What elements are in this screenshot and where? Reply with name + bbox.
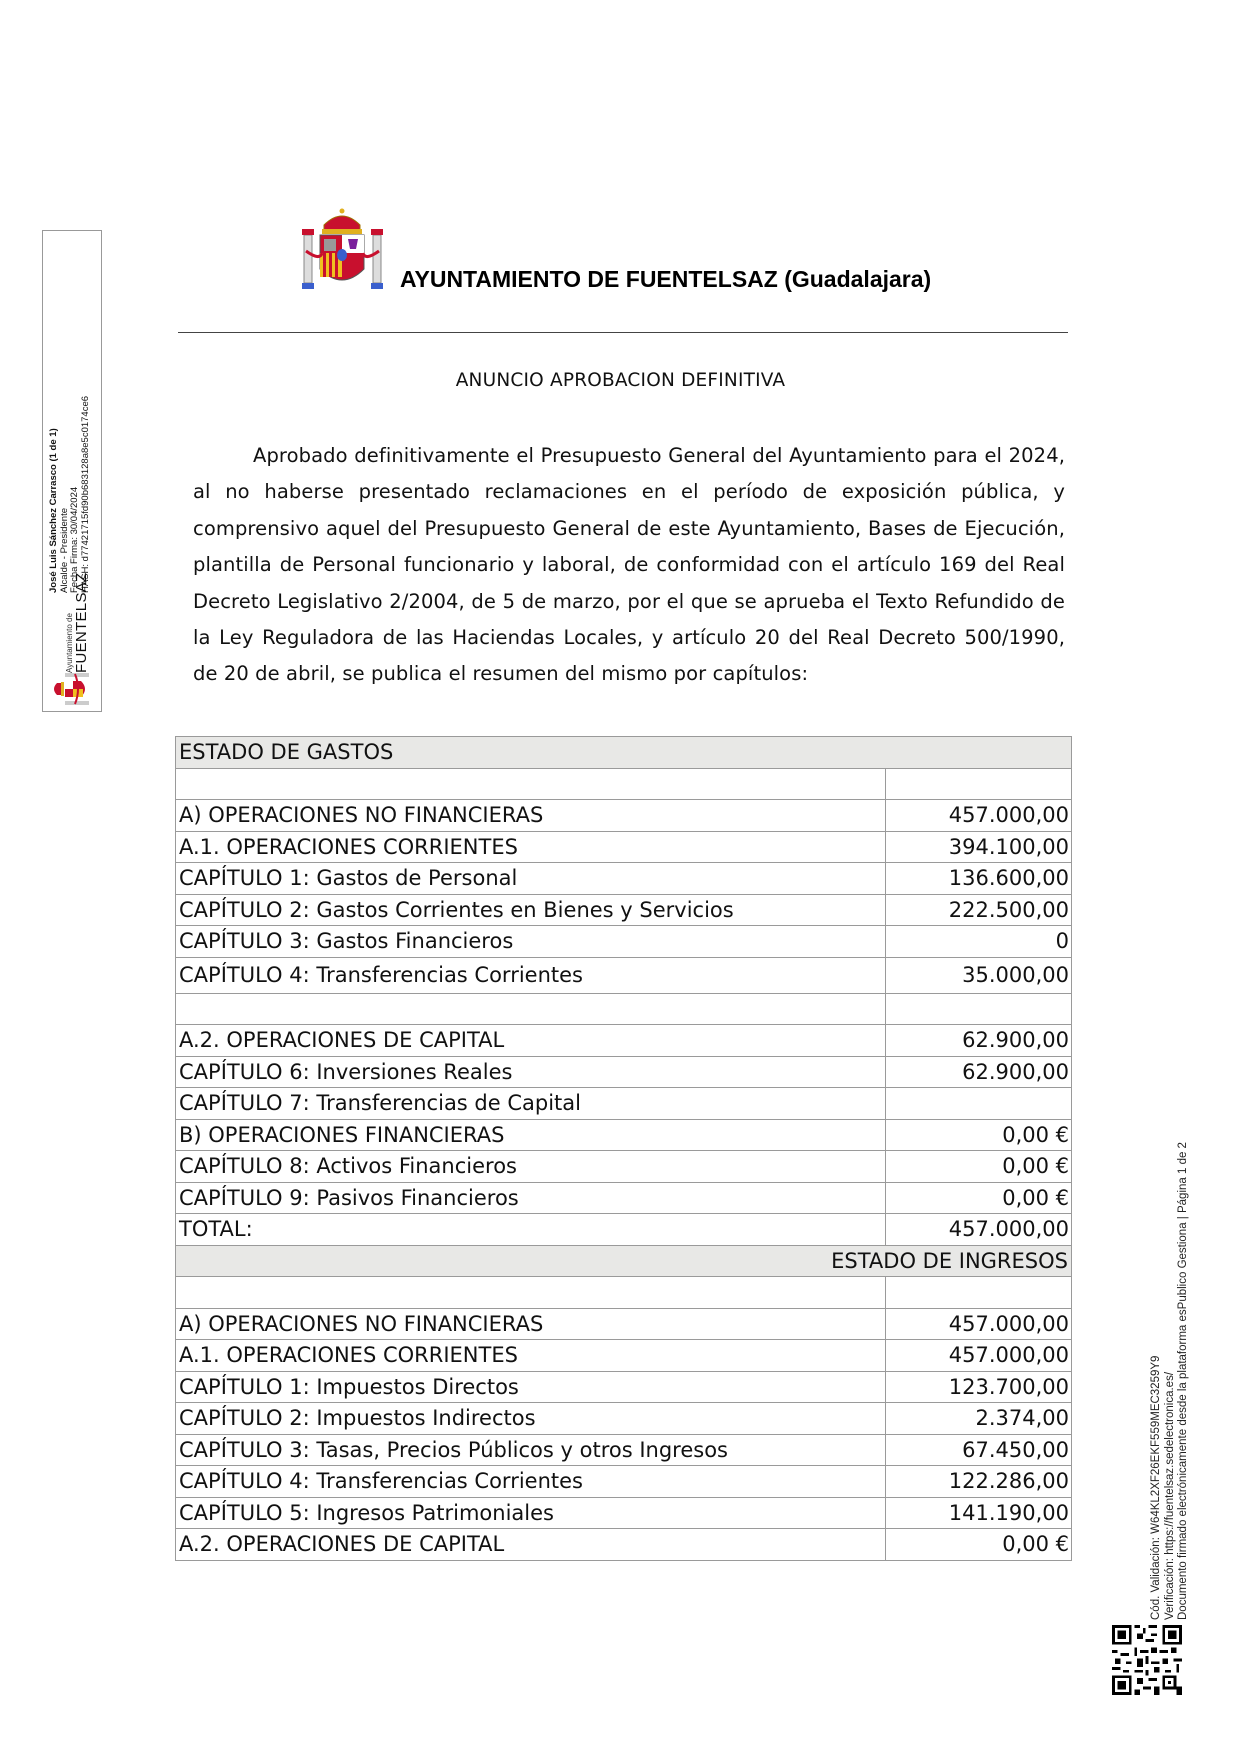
signer-name: José Luis Sánchez Carrasco (1 de 1) <box>48 428 59 593</box>
table-row <box>176 1529 1072 1561</box>
table-section-header <box>176 1245 1072 1277</box>
table-row <box>176 894 1072 926</box>
row-label: CAPÍTULO 3: Tasas, Precios Públicos y otros Ingresos <box>176 1434 886 1466</box>
row-value: 457.000,00 <box>886 1308 1072 1340</box>
table-row <box>176 957 1072 993</box>
table-row <box>176 1119 1072 1151</box>
header-divider <box>178 332 1068 333</box>
row-label: CAPÍTULO 1: Gastos de Personal <box>176 863 886 895</box>
row-value <box>886 993 1072 1025</box>
table-row <box>176 1056 1072 1088</box>
table-row <box>176 926 1072 958</box>
row-value: 0 <box>886 926 1072 958</box>
row-value <box>886 1088 1072 1120</box>
row-value <box>886 1277 1072 1309</box>
validation-footer <box>1150 1080 1200 1620</box>
row-value: 0,00 € <box>886 1151 1072 1183</box>
row-value: 457.000,00 <box>886 1214 1072 1246</box>
row-label: B) OPERACIONES FINANCIERAS <box>176 1119 886 1151</box>
announcement-paragraph: Aprobado definitivamente el Presupuesto General del Ayuntamiento para el 2024, al no haberse presentado reclamaciones en el período de exposición pública, y comprensivo aquel del Presupuesto General de este Ayuntamiento, Bases de Ejecución, plantilla de Personal funcionario y laboral, de conformidad con el artículo 169 del Real Decreto Legislativo 2/2004, de 5 de marzo, por el que se aprueba el Texto Refundido de la Ley Reguladora de las Haciendas Locales, y artículo 20 del Real Decreto 500/1990, de 20 de abril, se publica el resumen del mismo por capítulos: <box>193 444 1065 686</box>
signed-platform-note: Documento firmado electrónicamente desde la plataforma esPublico Gestiona | Página 1 de 2 <box>1177 1142 1189 1620</box>
row-label: CAPÍTULO 2: Impuestos Indirectos <box>176 1403 886 1435</box>
table-row <box>176 1340 1072 1372</box>
row-label: CAPÍTULO 3: Gastos Financieros <box>176 926 886 958</box>
table-row-total <box>176 1214 1072 1246</box>
table-row <box>176 863 1072 895</box>
row-label: A.1. OPERACIONES CORRIENTES <box>176 1340 886 1372</box>
row-label: A.1. OPERACIONES CORRIENTES <box>176 831 886 863</box>
row-value: 0,00 € <box>886 1119 1072 1151</box>
qr-code-icon <box>1112 1625 1182 1695</box>
row-label <box>176 768 886 800</box>
table-row <box>176 1151 1072 1183</box>
row-value: 0,00 € <box>886 1529 1072 1561</box>
validation-code: Cód. Validación: W64KL2XF26EKF559MEC3259Y9 <box>1150 1355 1162 1620</box>
row-label: CAPÍTULO 2: Gastos Corrientes en Bienes y Servicios <box>176 894 886 926</box>
table-row <box>176 1371 1072 1403</box>
table-row <box>176 768 1072 800</box>
table-row <box>176 831 1072 863</box>
row-label: A) OPERACIONES NO FINANCIERAS <box>176 1308 886 1340</box>
row-label: CAPÍTULO 1: Impuestos Directos <box>176 1371 886 1403</box>
row-value: 122.286,00 <box>886 1466 1072 1498</box>
row-value: 136.600,00 <box>886 863 1072 895</box>
signature-date: Fecha Firma: 30/04/2024 <box>69 486 80 593</box>
table-row <box>176 1277 1072 1309</box>
table-row <box>176 1025 1072 1057</box>
organization-title: AYUNTAMIENTO DE FUENTELSAZ (Guadalajara) <box>400 266 932 292</box>
row-value: 123.700,00 <box>886 1371 1072 1403</box>
signature-details <box>49 396 91 593</box>
row-value: 394.100,00 <box>886 831 1072 863</box>
row-value: 457.000,00 <box>886 800 1072 832</box>
table-row <box>176 800 1072 832</box>
row-value: 222.500,00 <box>886 894 1072 926</box>
row-label: CAPÍTULO 6: Inversiones Reales <box>176 1056 886 1088</box>
section-ingresos-header: ESTADO DE INGRESOS <box>176 1245 1072 1277</box>
table-row <box>176 1403 1072 1435</box>
row-label: A.2. OPERACIONES DE CAPITAL <box>176 1025 886 1057</box>
table-row <box>176 1434 1072 1466</box>
row-value: 457.000,00 <box>886 1340 1072 1372</box>
row-label: CAPÍTULO 4: Transferencias Corrientes <box>176 1466 886 1498</box>
row-label: TOTAL: <box>176 1214 886 1246</box>
signature-hash: HASH: d77421715fd90b683128a8e5c0174ce6 <box>79 395 91 593</box>
signer-role: Alcalde - Presidente <box>58 507 70 593</box>
table-row <box>176 1497 1072 1529</box>
row-label <box>176 1277 886 1309</box>
row-label: CAPÍTULO 9: Pasivos Financieros <box>176 1182 886 1214</box>
row-value: 141.190,00 <box>886 1497 1072 1529</box>
verification-url[interactable]: Verificación: https://fuentelsaz.sedelectronica.es/ <box>1163 1371 1176 1620</box>
row-label: A.2. OPERACIONES DE CAPITAL <box>176 1529 886 1561</box>
row-label: CAPÍTULO 5: Ingresos Patrimoniales <box>176 1497 886 1529</box>
row-label <box>176 993 886 1025</box>
coat-of-arms-icon <box>51 671 95 707</box>
signature-stamp <box>42 230 102 712</box>
section-gastos-header: ESTADO DE GASTOS <box>176 737 1072 769</box>
table-row <box>176 1466 1072 1498</box>
org-small-label: Ayuntamiento de <box>65 613 74 673</box>
table-section-header <box>176 737 1072 769</box>
table-row <box>176 1088 1072 1120</box>
org-big-label: FUENTELSAZ <box>73 572 90 673</box>
row-value: 62.900,00 <box>886 1056 1072 1088</box>
row-value: 2.374,00 <box>886 1403 1072 1435</box>
row-label: CAPÍTULO 8: Activos Financieros <box>176 1151 886 1183</box>
row-value <box>886 768 1072 800</box>
table-row <box>176 1182 1072 1214</box>
row-value: 62.900,00 <box>886 1025 1072 1057</box>
row-label: A) OPERACIONES NO FINANCIERAS <box>176 800 886 832</box>
document-title: ANUNCIO APROBACION DEFINITIVA <box>455 370 786 391</box>
row-label: CAPÍTULO 4: Transferencias Corrientes <box>176 957 886 993</box>
budget-table <box>175 736 1072 1561</box>
table-row <box>176 1308 1072 1340</box>
row-value: 67.450,00 <box>886 1434 1072 1466</box>
row-value: 0,00 € <box>886 1182 1072 1214</box>
coat-of-arms-icon <box>300 207 385 292</box>
row-value: 35.000,00 <box>886 957 1072 993</box>
table-row <box>176 993 1072 1025</box>
row-label: CAPÍTULO 7: Transferencias de Capital <box>176 1088 886 1120</box>
